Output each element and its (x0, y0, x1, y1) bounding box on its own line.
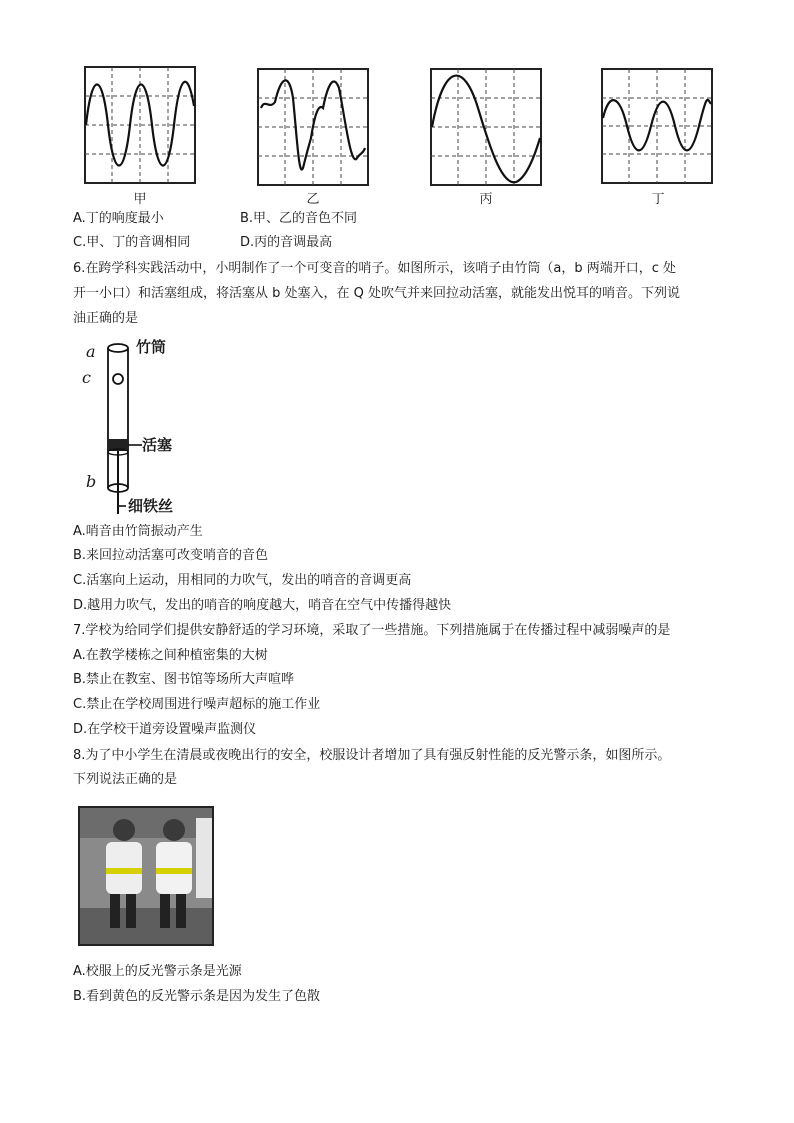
whistle-figure (100, 336, 160, 516)
whistle-letter-a: a (86, 342, 96, 361)
whistle-letter-b: b (86, 472, 97, 491)
waveform-label-jia: 甲 (133, 192, 147, 207)
waveform-label-bing: 丙 (479, 192, 493, 207)
q6-stem-line2: 开一小口）和活塞组成，将活塞从 b 处塞入，在 Q 处吹气并来回拉动活塞，就能发出悦耳的哨音。下列说 (73, 286, 681, 301)
q8-stem-line1: 8.为了中小学生在清晨或夜晚出行的安全，校服设计者增加了具有强反射性能的反光警示条，如图所示。 (73, 748, 671, 763)
q6-option-d: D.越用力吹气，发出的哨音的响度越大，哨音在空气中传播得越快 (73, 598, 452, 613)
whistle-label-tube: 竹筒 (136, 338, 167, 356)
q7-stem: 7.学校为给同学们提供安静舒适的学习环境，采取了一些措施。下列措施属于在传播过程中减弱噪声的是 (73, 623, 671, 638)
waveform-yi (257, 68, 369, 186)
q6-stem-line1: 6.在跨学科实践活动中，小明制作了一个可变音的哨子。如图所示，该哨子由竹筒（a，b 两端开口，c 处 (73, 261, 677, 276)
q5-option-b: B.甲、乙的音色不同 (240, 211, 358, 226)
q8-stem-line2: 下列说法正确的是 (73, 772, 178, 787)
q7-option-a: A.在教学楼栋之间种植密集的大树 (73, 648, 268, 663)
q5-option-d: D.丙的音调最高 (240, 235, 333, 250)
students-photo (78, 806, 214, 946)
waveform-ding (601, 68, 713, 184)
q7-option-c: C.禁止在学校周围进行噪声超标的施工作业 (73, 697, 321, 712)
q7-option-b: B.禁止在教室、图书馆等场所大声喧哗 (73, 672, 295, 687)
q6-stem-line3: 油正确的是 (73, 311, 139, 326)
whistle-label-piston: 活塞 (142, 436, 173, 454)
q6-option-a: A.哨音由竹筒振动产生 (73, 524, 203, 539)
q8-option-a: A.校服上的反光警示条是光源 (73, 964, 242, 979)
whistle-letter-c: c (82, 368, 91, 387)
q5-option-c: C.甲、丁的音调相同 (73, 235, 191, 250)
q5-option-a: A.丁的响度最小 (73, 211, 164, 226)
waveform-jia (84, 66, 196, 184)
q6-option-b: B.来回拉动活塞可改变哨音的音色 (73, 548, 269, 563)
waveform-label-yi: 乙 (306, 192, 320, 207)
q6-option-c: C.活塞向上运动，用相同的力吹气，发出的哨音的音调更高 (73, 573, 412, 588)
q7-option-d: D.在学校干道旁设置噪声监测仪 (73, 722, 257, 737)
whistle-label-wire: 细铁丝 (128, 497, 174, 515)
waveform-label-ding: 丁 (651, 192, 665, 207)
q8-option-b: B.看到黄色的反光警示条是因为发生了色散 (73, 989, 321, 1004)
waveform-bing (430, 68, 542, 186)
